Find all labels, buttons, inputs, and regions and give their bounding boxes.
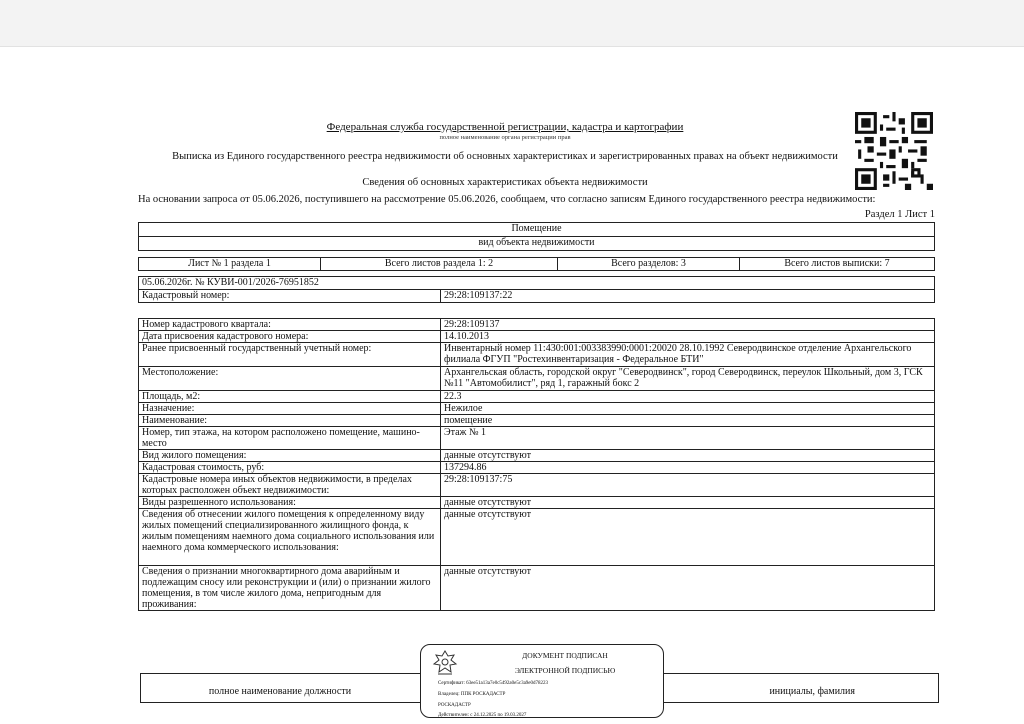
position-caption: полное наименование должности xyxy=(208,686,352,697)
row-value: данные отсутствуют xyxy=(441,497,935,509)
total-sections: Всего разделов: 3 xyxy=(558,258,740,271)
signature-owner-line2: РОСКАДАСТР xyxy=(438,703,471,708)
emblem-icon xyxy=(428,648,462,678)
table-row xyxy=(139,391,935,403)
agency-caption: полное наименование органа регистрации прав xyxy=(439,134,571,141)
table-row xyxy=(139,509,935,566)
signature-subtitle: ЭЛЕКТРОННОЙ ПОДПИСЬЮ xyxy=(514,666,616,675)
signature-owner: Владелец: ППК РОСКАДАСТР xyxy=(438,692,506,697)
row-value: Нежилое xyxy=(441,403,935,415)
agency-name: Федеральная служба государственной регистрации, кадастра и картографии xyxy=(326,121,684,133)
table-row xyxy=(139,331,935,343)
signature-title: ДОКУМЕНТ ПОДПИСАН xyxy=(522,651,608,660)
total-sheets: Всего листов выписки: 7 xyxy=(740,258,935,271)
table-row xyxy=(139,403,935,415)
name-caption: инициалы, фамилия xyxy=(769,686,855,697)
section-title: Сведения об основных характеристиках объекта недвижимости xyxy=(362,177,648,188)
row-label: Номер, тип этажа, на котором расположено помещение, машино-место xyxy=(139,427,441,450)
row-label: Назначение: xyxy=(139,403,441,415)
table-row xyxy=(139,415,935,427)
basis-statement: На основании запроса от 05.06.2026, поступившего на рассмотрение 05.06.2026, сообщаем, что согласно записям Единого государственного реестра недвижимости: xyxy=(138,194,876,205)
characteristics-table xyxy=(138,318,935,611)
table-row xyxy=(139,343,935,367)
table-row xyxy=(139,462,935,474)
row-label: Кадастровые номера иных объектов недвижимости, в пределах которых расположен объект недвижимости: xyxy=(139,474,441,497)
total-sheets-section: Всего листов раздела 1: 2 xyxy=(321,258,558,271)
row-label: Сведения о признании многоквартирного дома аварийным и подлежащим сносу или реконструкции и (или) о признании жилого помещения, в том числе жилого дома, непригодным для проживания: xyxy=(139,566,441,611)
row-value: 14.10.2013 xyxy=(441,331,935,343)
row-value: Этаж № 1 xyxy=(441,427,935,450)
sheet-info-table xyxy=(138,257,935,271)
table-row xyxy=(139,497,935,509)
row-label: Местоположение: xyxy=(139,367,441,391)
sheet-number: Лист № 1 раздела 1 xyxy=(139,258,321,271)
row-label: Кадастровая стоимость, руб: xyxy=(139,462,441,474)
row-label: Площадь, м2: xyxy=(139,391,441,403)
table-row xyxy=(139,427,935,450)
row-label: Виды разрешенного использования: xyxy=(139,497,441,509)
object-type: Помещение xyxy=(139,223,935,237)
doc-number-table xyxy=(138,276,935,303)
row-value: Архангельская область, городской округ "Северодвинск", город Северодвинск, переулок Школьный, дом 3, ГСК №11 "Автомобилист", ряд 1, гаражный бокс 2 xyxy=(441,367,935,391)
signature-validity: Действителен: с 24.12.2025 по 19.03.2027 xyxy=(438,713,527,718)
cadastral-number-value: 29:28:109137:22 xyxy=(441,290,935,303)
row-label: Номер кадастрового квартала: xyxy=(139,319,441,331)
row-value: 29:28:109137:75 xyxy=(441,474,935,497)
object-type-table xyxy=(138,222,935,251)
table-row xyxy=(139,474,935,497)
table-row xyxy=(139,566,935,611)
qr-code-icon xyxy=(855,112,933,190)
row-label: Ранее присвоенный государственный учетный номер: xyxy=(139,343,441,367)
document-title: Выписка из Единого государственного реестра недвижимости об основных характеристиках и зарегистрированных правах на объект недвижимости xyxy=(172,151,838,162)
row-label: Вид жилого помещения: xyxy=(139,450,441,462)
object-type-caption: вид объекта недвижимости xyxy=(139,237,935,251)
signature-certificate: Сертификат: 63ee51a13a7e0c5492a0e5c3a9e0d78223 xyxy=(438,681,549,686)
row-value: данные отсутствуют xyxy=(441,566,935,611)
row-value: помещение xyxy=(441,415,935,427)
cadastral-number-label: Кадастровый номер: xyxy=(139,290,441,303)
row-value: данные отсутствуют xyxy=(441,450,935,462)
table-row xyxy=(139,450,935,462)
row-label: Сведения об отнесении жилого помещения к определенному виду жилых помещений специализированного жилищного фонда, к жилым помещениям наемного дома социального использования или наемного дома коммерческого использования: xyxy=(139,509,441,566)
doc-number: 05.06.2026г. № КУВИ-001/2026-76951852 xyxy=(139,277,935,290)
row-label: Наименование: xyxy=(139,415,441,427)
table-row xyxy=(139,319,935,331)
row-label: Дата присвоения кадастрового номера: xyxy=(139,331,441,343)
row-value: 22.3 xyxy=(441,391,935,403)
row-value: данные отсутствуют xyxy=(441,509,935,566)
section-sheet-label: Раздел 1 Лист 1 xyxy=(864,209,935,220)
row-value: Инвентарный номер 11:430:001:003383990:0001:20020 28.10.1992 Северодвинское отделение Архангельского филиала ФГУП "Ростехинвентаризация - Федеральное БТИ" xyxy=(441,343,935,367)
row-value: 29:28:109137 xyxy=(441,319,935,331)
table-row xyxy=(139,367,935,391)
row-value: 137294.86 xyxy=(441,462,935,474)
